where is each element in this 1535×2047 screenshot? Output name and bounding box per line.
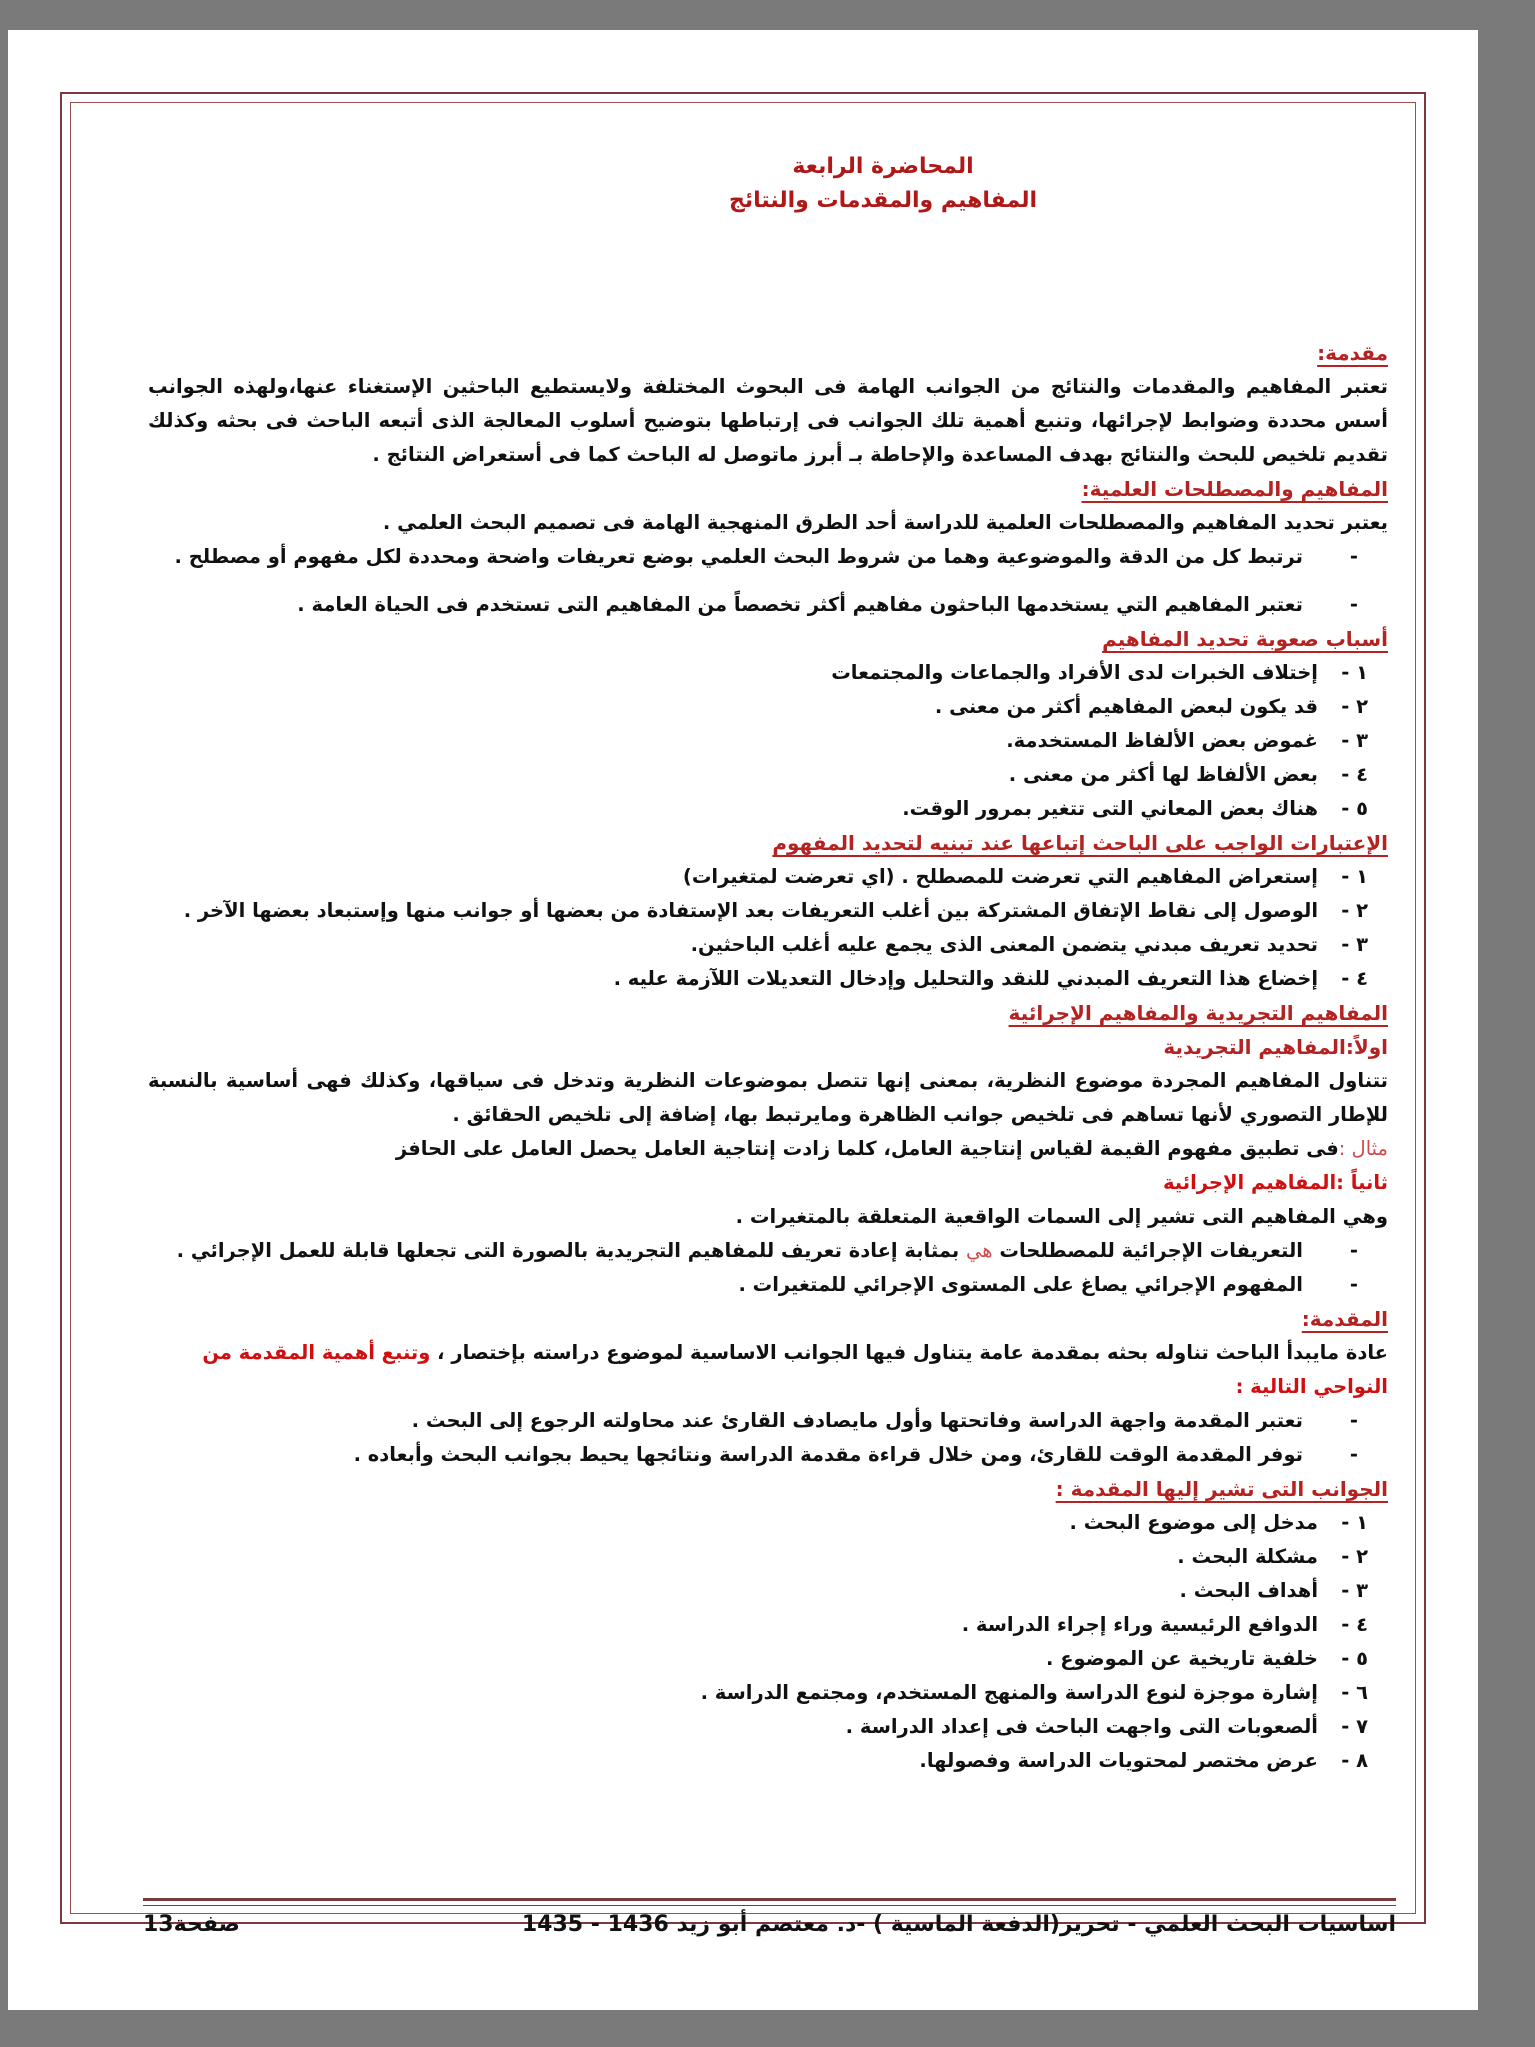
footer-divider	[143, 1898, 1396, 1901]
difficulty-list	[148, 656, 1388, 826]
lecture-titles	[378, 150, 1388, 218]
list-item: ٦ - إشارة موجزة لنوع الدراسة والمنهج المستخدم، ومجتمع الدراسة .	[700, 1681, 1368, 1704]
list-item: ٧ - ألصعوبات التى واجهت الباحث فى إعداد الدراسة .	[845, 1715, 1368, 1738]
abstract-concepts-paragraph: تتناول المفاهيم المجردة موضوع النظرية، بمعنى إنها تتصل بموضوعات النظرية وتدخل فى سياقها، وكذلك فهى أساسية بالنسبة للإطار التصوري لأنها تساهم فى تلخيص جوانب الظاهرة ومايرتبط بها، إضافة إلى تلخيص الحقائق .	[148, 1069, 1388, 1126]
page-content	[148, 150, 1388, 1778]
abstract-concepts-heading: اولاً:المفاهيم التجريدية	[1163, 1035, 1388, 1059]
considerations-heading: الإعتبارات الواجب على الباحث إتباعها عند تبنيه لتحديد المفهوم	[772, 831, 1388, 855]
introduction-paragraph: عادة مايبدأ الباحث تناوله بحثه بمقدمة عامة يتناول فيها الجوانب الاساسية لموضوع دراسته بإختصار ، وتنبع أهمية المقدمة من النواحي التالية :	[202, 1341, 1388, 1398]
concepts-paragraph: يعتبر تحديد المفاهيم والمصطلحات العلمية للدراسة أحد الطرق المنهجية الهامة فى تصميم البحث العلمي .	[382, 511, 1388, 534]
list-item: ٨ - عرض مختصر لمحتويات الدراسة وفصولها.	[919, 1749, 1368, 1772]
list-item: ٤ - الدوافع الرئيسية وراء إجراء الدراسة .	[961, 1613, 1368, 1636]
lecture-title: المحاضرة الرابعة	[792, 154, 974, 179]
considerations-list	[148, 860, 1388, 996]
list-item: - توفر المقدمة الوقت للقارئ، ومن خلال قراءة مقدمة الدراسة ونتائجها يحيط بجوانب البحث وأبعاده .	[148, 1438, 1358, 1472]
list-item: ١ - إختلاف الخبرات لدى الأفراد والجماعات والمجتمعات	[831, 661, 1368, 684]
example-label: مثال :	[1338, 1137, 1388, 1160]
list-item: - تعتبر المفاهيم التي يستخدمها الباحثون مفاهيم أكثر تخصصاً من المفاهيم التى تستخدم فى الحياة العامة .	[148, 588, 1358, 622]
example-text: فى تطبيق مفهوم القيمة لقياس إنتاجية العامل، كلما زادت إنتاجية العامل يحصل العامل على الحافز	[395, 1137, 1339, 1160]
list-item: ٤ - إخضاع هذا التعريف المبدني للنقد والتحليل وإدخال التعديلات اللآزمة عليه .	[613, 967, 1368, 990]
concepts-heading: المفاهيم والمصطلحات العلمية:	[1081, 477, 1388, 501]
lecture-topic: المفاهيم والمقدمات والنتائج	[728, 188, 1038, 213]
procedural-concepts-paragraph: وهي المفاهيم التى تشير إلى السمات الواقعية المتعلقة بالمتغيرات .	[735, 1205, 1388, 1228]
list-item: ٥ - هناك بعض المعاني التى تتغير بمرور الوقت.	[902, 797, 1368, 820]
abstract-procedural-heading: المفاهيم التجريدية والمفاهيم الإجرائية	[1008, 1001, 1388, 1025]
footer-page-number: صفحة13	[143, 1912, 240, 1937]
intro-paragraph: تعتبر المفاهيم والمقدمات والنتائج من الجوانب الهامة فى البحوث المختلفة ولايستطيع الباحثين الإستغناء عنها،ولهذه الجوانب أسس محددة وضوابط لإجرائها، وتنبع أهمية تلك الجوانب فى إرتباطها بتوضيح أسلوب المعالجة الذى أتبعه الباحث فى بحثه وكذلك تقديم تلخيص للبحث والنتائج بهدف المساعدة والإحاطة بـ أبرز ماتوصل له الباحث كما فى أستعراض النتائج .	[148, 375, 1388, 466]
list-item: ٥ - خلفية تاريخية عن الموضوع .	[1046, 1647, 1368, 1670]
list-item: ١ - مدخل إلى موضوع البحث .	[1069, 1511, 1368, 1534]
list-item: ٣ - أهداف البحث .	[1179, 1579, 1368, 1602]
example-line	[148, 1132, 1388, 1166]
footer-divider-thin	[143, 1905, 1396, 1906]
procedural-bullets	[148, 1234, 1388, 1302]
procedural-concepts-heading: ثانياً :المفاهيم الإجرائية	[1162, 1171, 1388, 1194]
list-item: - تعتبر المقدمة واجهة الدراسة وفاتحتها وأول مايصادف القارئ عند محاولته الرجوع إلى البحث .	[148, 1404, 1358, 1438]
concepts-bullets	[148, 540, 1388, 622]
intro-heading: مقدمة:	[1317, 341, 1388, 365]
aspects-list	[148, 1506, 1388, 1778]
document-page	[8, 30, 1478, 2010]
list-item: ٣ - غموض بعض الألفاظ المستخدمة.	[1006, 729, 1368, 752]
list-item: ١ - إستعراض المفاهيم التي تعرضت للمصطلح . (اي تعرضت لمتغيرات)	[682, 865, 1368, 888]
list-item: ٣ - تحديد تعريف مبدني يتضمن المعنى الذى يجمع عليه أغلب الباحثين.	[690, 933, 1368, 956]
introduction-heading: المقدمة:	[1301, 1307, 1388, 1331]
difficulty-heading: أسباب صعوبة تحديد المفاهيم	[1102, 627, 1388, 651]
list-item: ٢ - قد يكون لبعض المفاهيم أكثر من معنى .	[934, 695, 1368, 718]
list-item: ٢ - مشكلة البحث .	[1177, 1545, 1368, 1568]
introduction-bullets	[148, 1404, 1388, 1472]
aspects-heading: الجوانب التى تشير إليها المقدمة :	[1055, 1477, 1388, 1501]
list-item: ٤ - بعض الألفاظ لها أكثر من معنى .	[1008, 763, 1368, 786]
list-item: - ترتبط كل من الدقة والموضوعية وهما من شروط البحث العلمي بوضع تعريفات واضحة ومحددة لكل مفهوم أو مصطلح .	[148, 540, 1358, 574]
list-item: - التعريفات الإجرائية للمصطلحات هي بمثابة إعادة تعريف للمفاهيم التجريدية بالصورة التى تجعلها قابلة للعمل الإجرائي .	[148, 1234, 1358, 1268]
footer-course-info: اساسيات البحث العلمي - تحرير(الدفعة الماسية ) -د. معتصم أبو زيد 1436 - 1435	[521, 1912, 1396, 1937]
list-item: ٢ - الوصول إلى نقاط الإتفاق المشتركة بين أغلب التعريفات بعد الإستفادة من بعضها أو جوانب منها وإستبعاد بعضها الآخر .	[183, 899, 1368, 922]
list-item: - المفهوم الإجرائي يصاغ على المستوى الإجرائي للمتغيرات .	[148, 1268, 1358, 1302]
